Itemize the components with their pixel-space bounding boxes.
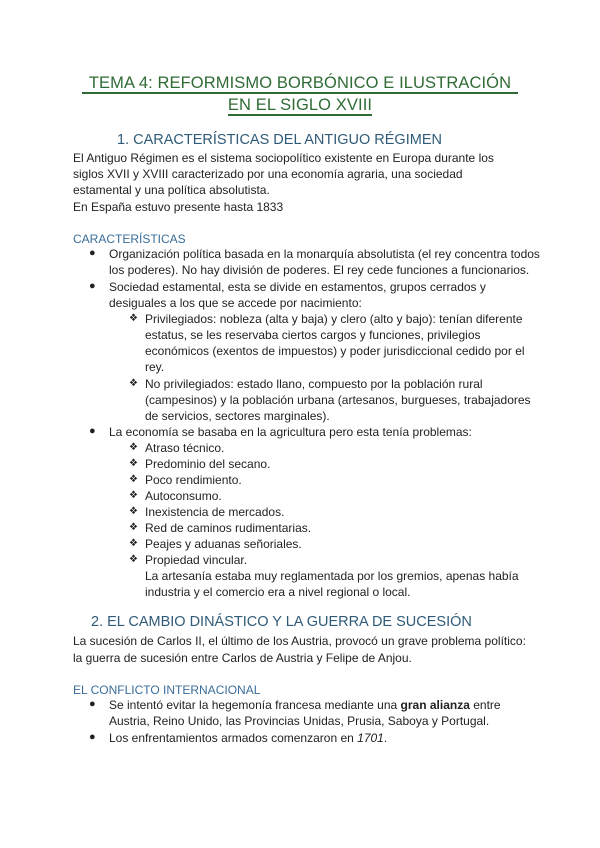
problem-item: Autoconsumo. (145, 489, 222, 503)
sub-bullet-text: de servicios, sectores marginales). (145, 409, 330, 423)
section-2-intro-line: la guerra de sucesión entre Carlos de Austria y Felipe de Anjou. (73, 651, 412, 665)
bullet-icon: ● (89, 698, 96, 710)
diamond-bullet-icon: ❖ (129, 506, 138, 517)
conflict-subheading: EL CONFLICTO INTERNACIONAL (73, 683, 261, 697)
diamond-bullet-icon: ❖ (129, 458, 138, 469)
section-1-intro-line: estamental y una política absolutista. (73, 183, 270, 197)
characteristics-subheading: CARACTERÍSTICAS (73, 232, 186, 246)
diamond-bullet-icon: ❖ (129, 378, 138, 389)
sub-bullet-text: económicos (exentos de impuestos) y poder jurisdiccional cedido por el (145, 344, 525, 358)
alliance-bullet-line-2: Austria, Reino Unido, las Provincias Unidas, Prusia, Saboya y Portugal. (109, 714, 490, 728)
sub-bullet-text: estatus, se les reservaba ciertos cargos y funciones, privilegios (145, 328, 481, 342)
problem-item: Red de caminos rudimentarias. (145, 521, 312, 535)
alliance-text-pre: Se intentó evitar la hegemonía francesa mediante una (109, 698, 401, 712)
alliance-bold: gran alianza (400, 698, 470, 712)
sub-bullet-text: Privilegiados: nobleza (alta y baja) y clero (alto y bajo): tenían diferente (145, 312, 523, 326)
war-start-pre: Los enfrentamientos armados comenzaron en (109, 731, 358, 745)
bullet-text: Sociedad estamental, esta se divide en estamentos, grupos cerrados y (109, 280, 486, 294)
bullet-icon: ● (89, 247, 96, 259)
title-underline-2 (228, 114, 372, 116)
section-1-intro-line: En España estuvo presente hasta 1833 (73, 200, 284, 214)
section-2-heading: 2. EL CAMBIO DINÁSTICO Y LA GUERRA DE SUCESIÓN (91, 614, 472, 630)
problem-item: Peajes y aduanas señoriales. (145, 537, 302, 551)
bullet-icon: ● (89, 280, 96, 292)
problem-item: Atraso técnico. (145, 441, 225, 455)
title-underline-1 (82, 92, 518, 94)
bullet-text: los poderes). No hay división de poderes. El rey cede funciones a funcionarios. (109, 263, 530, 277)
diamond-bullet-icon: ❖ (129, 442, 138, 453)
title-line-2: EN EL SIGLO XVIII (227, 96, 373, 114)
problem-item: Predominio del secano. (145, 457, 271, 471)
war-start-bullet-text (109, 730, 387, 746)
sub-bullet-text: (campesinos) y la población urbana (artesanos, burgueses, trabajadores (145, 393, 531, 407)
bullet-text: desiguales a los que se accede por nacimiento: (109, 296, 362, 310)
diamond-bullet-icon: ❖ (129, 490, 138, 501)
problem-item: Poco rendimiento. (145, 473, 242, 487)
bullet-text: La economía se basaba en la agricultura pero esta tenía problemas: (109, 425, 472, 439)
bullet-icon: ● (89, 425, 96, 437)
alliance-bullet-text (109, 697, 501, 713)
diamond-bullet-icon: ❖ (129, 538, 138, 549)
section-2-intro-line: La sucesión de Carlos II, el último de los Austria, provocó un grave problema político: (73, 634, 526, 648)
title-line-1: TEMA 4: REFORMISMO BORBÓNICO E ILUSTRACIÓN (88, 74, 512, 92)
artisan-text: industria y el comercio era a nivel regional o local. (145, 585, 411, 599)
diamond-bullet-icon: ❖ (129, 522, 138, 533)
war-start-year: 1701 (357, 731, 384, 745)
bullet-icon: ● (89, 731, 96, 743)
artisan-text: La artesanía estaba muy reglamentada por los gremios, apenas había (145, 569, 519, 583)
section-1-intro-line: siglos XVII y XVIII caracterizado por una economía agraria, una sociedad (73, 167, 463, 181)
bullet-text: Organización política basada en la monarquía absolutista (el rey concentra todos (109, 247, 540, 261)
diamond-bullet-icon: ❖ (129, 313, 138, 324)
alliance-text-post: entre (469, 698, 501, 712)
sub-bullet-text: No privilegiados: estado llano, compuesto por la población rural (145, 377, 483, 391)
problem-item: Inexistencia de mercados. (145, 505, 285, 519)
section-1-heading: 1. CARACTERÍSTICAS DEL ANTIGUO RÉGIMEN (117, 132, 442, 148)
section-1-intro-line: El Antiguo Régimen es el sistema sociopolítico existente en Europa durante los (73, 151, 494, 165)
diamond-bullet-icon: ❖ (129, 474, 138, 485)
diamond-bullet-icon: ❖ (129, 554, 138, 565)
war-start-post: . (383, 731, 388, 745)
problem-item: Propiedad vincular. (145, 553, 248, 567)
sub-bullet-text: rey. (145, 360, 165, 374)
